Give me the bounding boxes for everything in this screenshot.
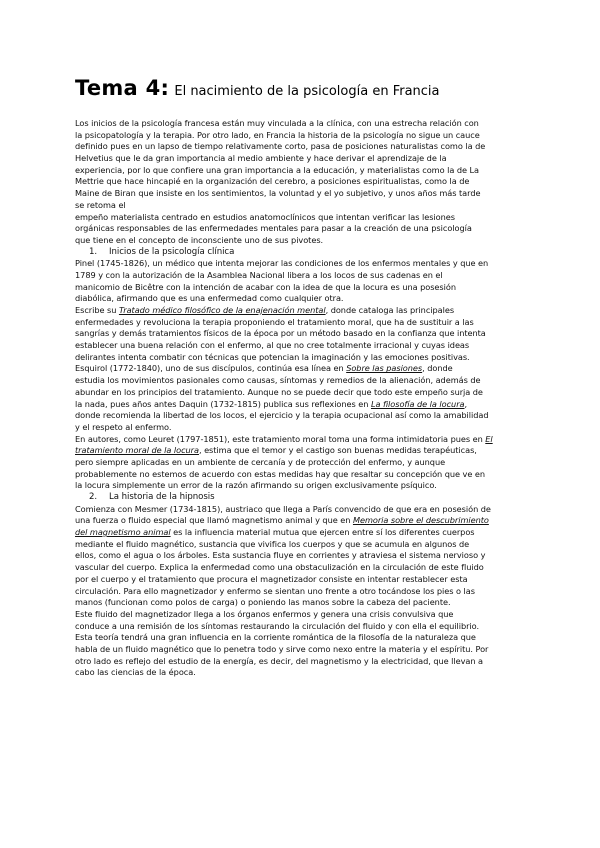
text-run: , donde cataloga las principales <box>325 305 455 315</box>
section-title: La historia de la hipnosis <box>109 492 215 502</box>
text-line: Los inicios de la psicología francesa están muy vinculada a la clínica, con una estrecha relación con <box>75 118 479 128</box>
text-line <box>75 527 530 539</box>
text-run: , donde <box>422 363 453 374</box>
text-line: se retoma el <box>75 199 126 210</box>
text-line: y el respeto al enfermo. <box>75 421 172 432</box>
work-title: Tratado médico filosófico de la enajenación mental <box>118 305 326 315</box>
section-number: 1. <box>89 246 98 257</box>
text-line: diabólica, afirmando que es una enfermedad como cualquier otra. <box>75 293 344 304</box>
text-line: estudia los movimientos pasionales como causas, síntomas y remedios de la alienación, además de <box>75 375 481 386</box>
section-number: 2. <box>89 492 98 502</box>
text-line: ellos, como el agua o los árboles. Esta sustancia fluye en corrientes y atraviesa el sistema nervioso y <box>75 550 486 561</box>
work-title: Sobre las pasiones <box>346 363 423 374</box>
work-title: La filosofía de la locura <box>370 398 465 409</box>
text-line: enfermedades y revoluciona la terapia proponiendo el tratamiento moral, que ha de sustituir a las <box>75 316 474 327</box>
text-line: experiencia, por lo que confiere una gran importancia a la educación, y materialistas como la de La <box>75 164 480 175</box>
text-line: orgánicas responsables de las enfermedades mentales para pasar a la creación de una psicología <box>75 223 472 234</box>
text-line <box>75 305 530 317</box>
text-line: establecer una buena relación con el enfermo, al que no cree totalmente irracional y cuyas ideas <box>75 340 470 351</box>
document-body <box>75 118 530 679</box>
title-subtitle: El nacimiento de la psicología en Francia <box>174 84 440 99</box>
text-line: otro lado es reflejo del estudio de la energía, es decir, del magnetismo y la electricidad, que llevan a <box>75 655 484 666</box>
text-run: En autores, como Leuret (1797-1851), este tratamiento moral toma una forma intimidatoria pues en <box>75 433 486 444</box>
work-title: tratamiento moral de la locura <box>75 445 199 456</box>
text-line: Pinel (1745-1826), un médico que intenta mejorar las condiciones de los enfermos mentales y que en <box>75 258 489 269</box>
document-title <box>75 76 440 100</box>
text-line: delirantes intenta combatir con técnicas que potencian la imaginación y las emociones positivas. <box>75 351 470 362</box>
section-2-body <box>75 504 530 679</box>
text-line <box>75 434 530 446</box>
text-line <box>75 399 530 411</box>
text-line: manicomio de Bicêtre con la intención de acabar con la idea de que la locura es una posesión <box>75 281 456 292</box>
text-line: Este fluido del magnetizador llega a los órganos enfermos y genera una crisis convulsiva que <box>75 608 454 619</box>
text-line: manos (funcionan como polos de carga) o poniendo las manos sobre la cabeza del paciente. <box>75 597 451 608</box>
text-line <box>75 515 530 527</box>
section-heading-2 <box>75 492 530 504</box>
text-line <box>75 363 530 375</box>
text-line: definido pues en un lapso de tiempo relativamente corto, pasa de posiciones naturalistas como la de <box>75 141 486 152</box>
text-line: Esta teoría tendrá una gran influencia en la corriente romántica de la filosofía de la naturaleza que <box>75 632 476 643</box>
text-line: probablemente no estemos de acuerdo con estas medidas hay que resaltar su concepción que ve en <box>75 468 486 479</box>
text-line: mediante el fluido magnético, sustancia que vivifica los cuerpos y que se acumula en algunos de <box>75 538 470 549</box>
text-run: , estima que el temor y el castigo son buenas medidas terapéuticas, <box>198 445 477 456</box>
text-run: es la influencia material mutua que ejercen entre sí los diferentes cuerpos <box>170 527 475 538</box>
text-line: conduce a una remisión de los síntomas restaurando la circulación del fluido y con ella el equilibrio. <box>75 620 480 631</box>
text-run: Escribe su <box>75 305 119 315</box>
text-line: habla de un fluido magnético que lo penetra todo y sirve como nexo entre la materia y el espíritu. Por <box>75 643 489 654</box>
text-line: circulación. Para ello magnetizador y enfermo se sientan uno frente a otro tocándose los pies o las <box>75 585 475 596</box>
text-line: donde recomienda la libertad de los locos, el ejercicio y la terapia ocupacional así como la amabilidad <box>75 410 489 421</box>
text-line: empeño materialista centrado en estudios anatomoclínicos que intentan verificar las lesiones <box>75 211 455 222</box>
text-line: por el cuerpo y el tratamiento que procura el magnetizador consiste en intentar restablecer esta <box>75 573 468 584</box>
text-line <box>75 445 530 457</box>
text-line: Maine de Biran que insiste en los sentimientos, la voluntad y el yo subjetivo, y unos años más tarde <box>75 188 481 199</box>
text-line: la psicopatología y la terapia. Por otro lado, en Francia la historia de la psicología no sigue un cauce <box>75 129 480 140</box>
text-line: pero siempre aplicadas en un ambiente de cercanía y de protección del enfermo, y aunque <box>75 456 446 467</box>
text-run: Esquirol (1772-1840), uno de sus discípulos, continúa esa línea en <box>75 363 347 374</box>
text-run: , <box>464 398 468 409</box>
text-line: Mettrie que hace hincapié en la organización del cerebro, a posiciones espiritualistas, como la de <box>75 176 470 187</box>
work-title: del magnetismo animal <box>75 527 171 538</box>
work-title: Memoria sobre el descubrimiento <box>352 515 489 526</box>
work-title: El <box>485 433 493 444</box>
text-line: la locura simplemente un error de la razón afirmando su origen exclusivamente psíquico. <box>75 480 437 491</box>
section-title: Inicios de la psicología clínica <box>109 246 235 257</box>
text-line: vascular del cuerpo. Explica la enfermedad como una obstaculización en la circulación de este fluido <box>75 562 484 573</box>
text-line: Helvetius que le da gran importancia al medio ambiente y hace derivar el aprendizaje de la <box>75 153 447 164</box>
text-run: la nada, pues años antes Daquin (1732-1815) publica sus reflexiones en <box>75 398 371 409</box>
section-heading-1 <box>75 247 530 259</box>
text-line: abundar en los principios del tratamiento. Aunque no se puede decir que todo este empeño surja de <box>75 386 483 397</box>
text-line: Comienza con Mesmer (1734-1815), austriaco que llega a París convencido de que era en posesión de <box>75 503 491 514</box>
section-1-body <box>75 258 530 492</box>
text-line: 1789 y con la autorización de la Asamblea Nacional libera a los locos de sus cadenas en el <box>75 269 443 280</box>
title-topic: Tema 4: <box>75 76 170 100</box>
text-line: cabo las ciencias de la época. <box>75 667 196 678</box>
text-line: que tiene en el concepto de inconsciente uno de sus pivotes. <box>75 234 324 245</box>
text-line: sangrías y demás tratamientos físicos de la época por un método basado en la confianza que intenta <box>75 328 486 339</box>
text-run: una fuerza o fluido especial que llamó magnetismo animal y que en <box>75 515 353 526</box>
intro-paragraph <box>75 118 530 247</box>
